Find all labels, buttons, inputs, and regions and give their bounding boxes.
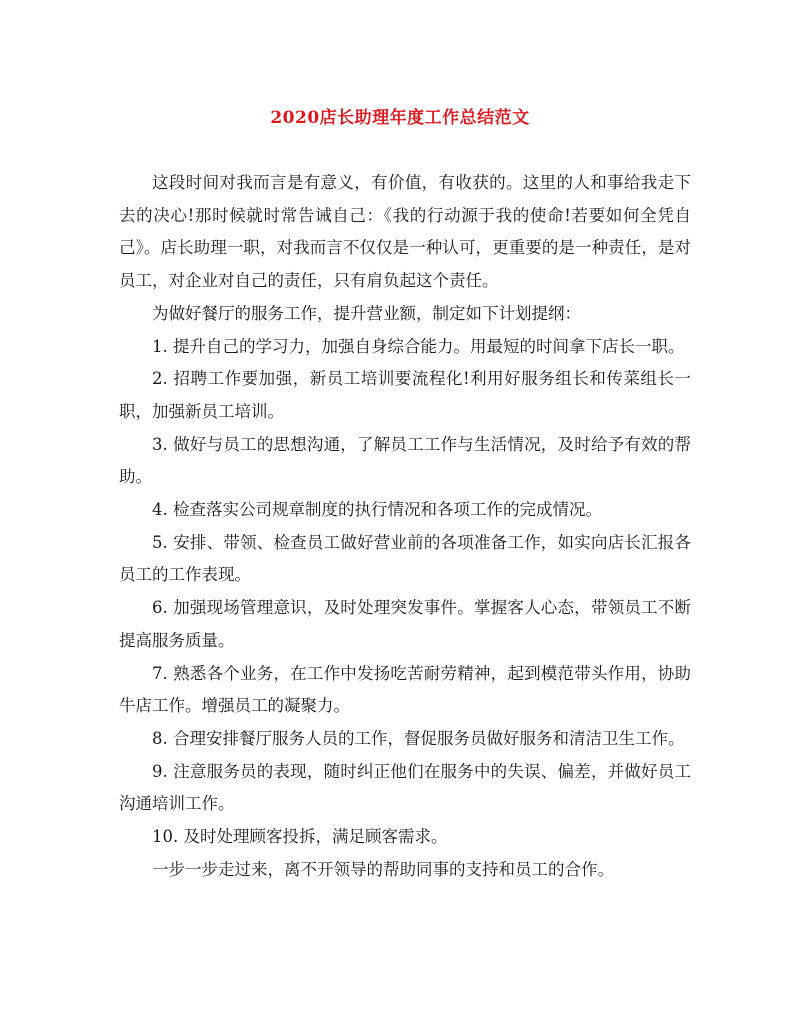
- paragraph-closing: 一步一步走过来，离不开领导的帮助同事的支持和员工的合作。: [152, 859, 614, 879]
- list-item: 3. 做好与员工的思想沟通，了解员工工作与生活情况，及时给予有效的帮助。: [119, 434, 691, 487]
- document-title: 2020店长助理年度工作总结范文: [270, 108, 530, 128]
- document-body: [119, 167, 691, 886]
- paragraph-intro: 这段时间对我而言是有意义，有价值，有收获的。这里的人和事给我走下去的决心!那时候就时常告诫自己：《我的行动源于我的使命!若要如何全凭自己》。店长助理一职，对我而言不仅仅是一种认可，更重要的是一种责任，是对员工，对企业对自己的责任，只有肩负起这个责任。: [119, 173, 691, 291]
- list-item: 5. 安排、带领、检查员工做好营业前的各项准备工作，如实向店长汇报各员工的工作表现。: [119, 532, 691, 585]
- list-item: 8. 合理安排餐厅服务人员的工作，督促服务员做好服务和清洁卫生工作。: [152, 728, 685, 748]
- paragraph-plan-heading: 为做好餐厅的服务工作，提升营业额，制定如下计划提纲：: [152, 303, 581, 323]
- list-item: 4. 检查落实公司规章制度的执行情况和各项工作的完成情况。: [152, 500, 602, 520]
- list-item: 1. 提升自己的学习力，加强自身综合能力。用最短的时间拿下店长一职。: [152, 336, 685, 356]
- list-item: 10. 及时处理顾客投拆，满足顾客需求。: [152, 827, 448, 847]
- list-item: 9. 注意服务员的表现，随时纠正他们在服务中的失误、偏差，并做好员工沟通培训工作。: [119, 761, 691, 814]
- list-item: 6. 加强现场管理意识，及时处理突发事件。掌握客人心态，带领员工不断提高服务质量。: [119, 598, 691, 650]
- list-item: 7. 熟悉各个业务，在工作中发扬吃苦耐劳精神，起到模范带头作用，协助牛店工作。增强员工的凝聚力。: [119, 663, 691, 716]
- list-item: 2. 招聘工作要加强，新员工培训要流程化!利用好服务组长和传菜组长一职，加强新员工培训。: [119, 369, 691, 421]
